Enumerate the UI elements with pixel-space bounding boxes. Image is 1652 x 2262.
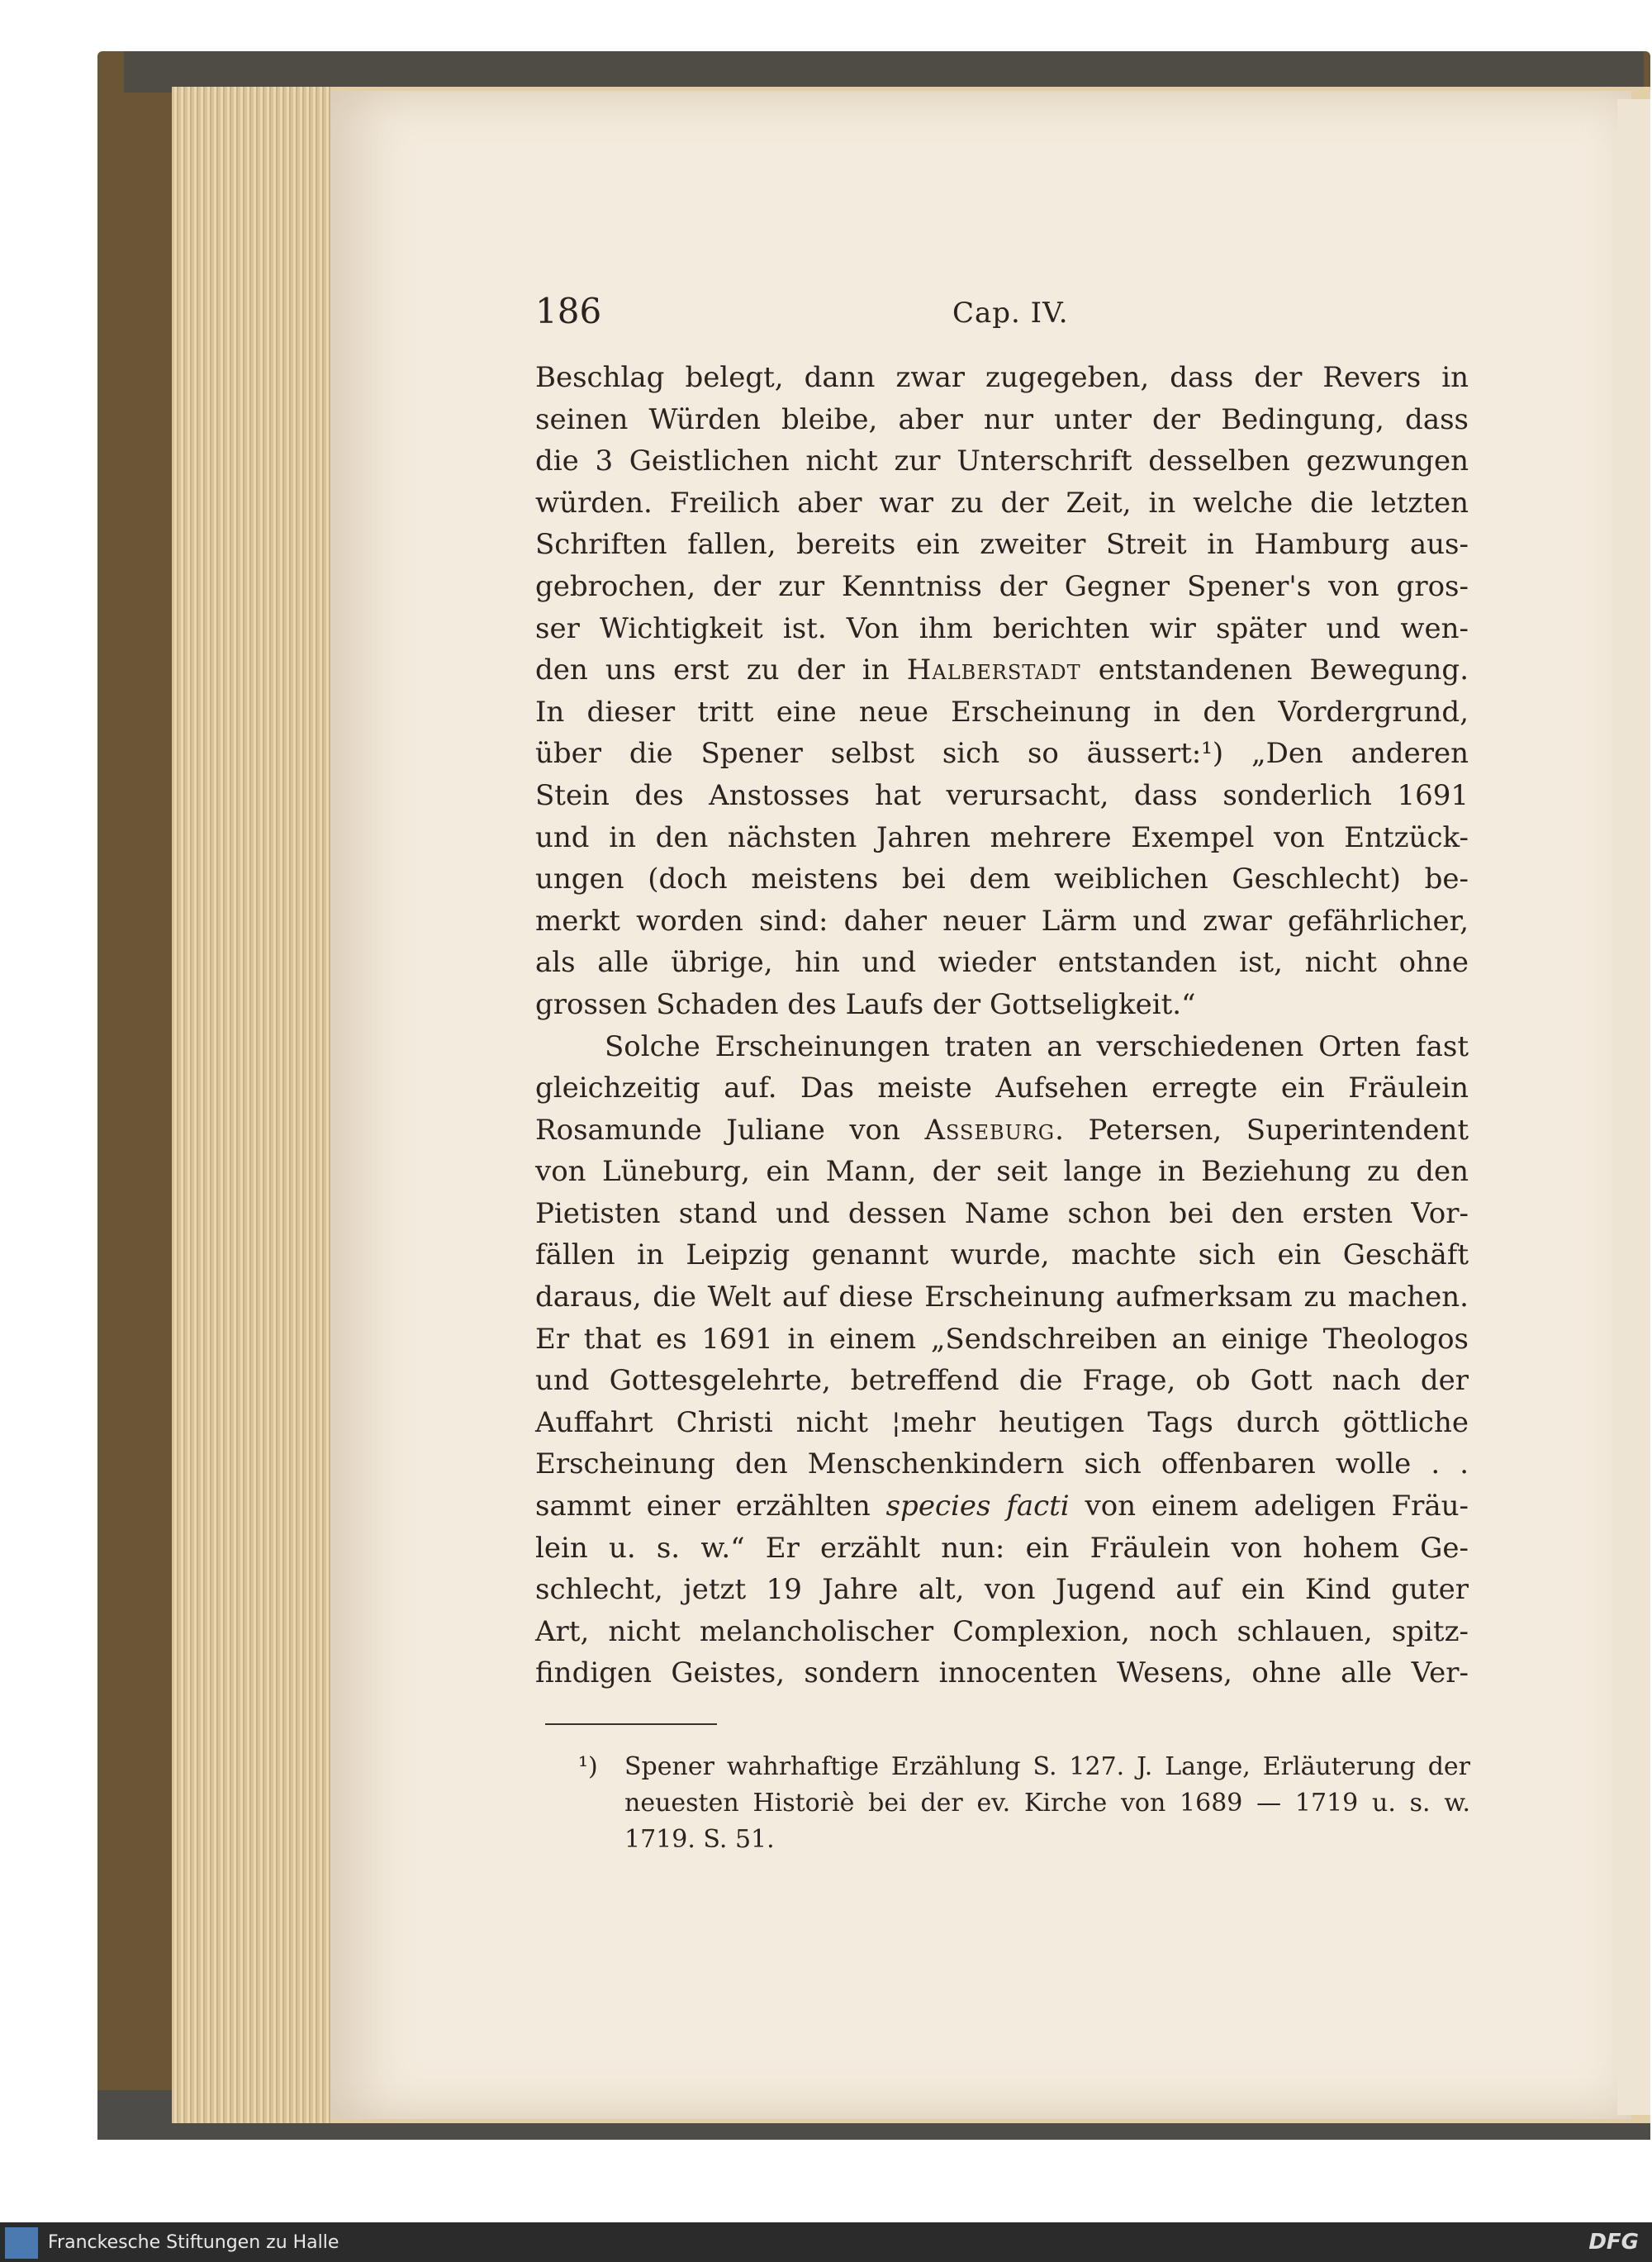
text-line: findigen Geistes, sondern innocenten Wesens, ohne alle Ver- [535, 1656, 1469, 1690]
text-line: gebrochen, der zur Kenntniss der Gegner Spener's von gros- [535, 569, 1469, 603]
text-segment: . Petersen, Superintendent [1055, 1113, 1469, 1147]
text-line: von Lüneburg, ein Mann, der seit lange in Beziehung zu den [535, 1155, 1469, 1189]
footnote-marker: ¹) [578, 1752, 598, 1781]
text-segment: sammt einer erzählten [535, 1490, 871, 1523]
body-text [535, 357, 1469, 1694]
text-line [535, 1110, 1469, 1152]
text-line: gleichzeitig auf. Das meiste Aufsehen erregte ein Fräulein [535, 1072, 1469, 1105]
page-edges [172, 87, 330, 2123]
text-line: Beschlag belegt, dann zwar zugegeben, dass der Revers in [535, 361, 1469, 394]
name-asseburg: Asseburg [924, 1113, 1056, 1147]
facing-page-edge [1617, 99, 1650, 2115]
institution-logo-icon [5, 2227, 38, 2259]
text-line: Stein des Anstosses hat verursacht, dass sonderlich 1691 [535, 778, 1469, 812]
page-number: 186 [535, 291, 602, 331]
text-line: ser Wichtigkeit ist. Von ihm berichten wir später und wen- [535, 611, 1469, 645]
text-line: Schriften fallen, bereits ein zweiter Streit in Hamburg aus- [535, 528, 1469, 562]
text-line: Erscheinung den Menschenkindern sich offenbaren wolle . . [535, 1447, 1469, 1481]
italic-species-facti: species facti [885, 1490, 1070, 1523]
footnote-line: 1719. S. 51. [624, 1825, 775, 1854]
text-line [535, 1485, 1469, 1528]
text-line: grossen Schaden des Laufs der Gottseligkeit.“ [535, 987, 1196, 1021]
text-segment: entstandenen Bewegung. [1098, 653, 1469, 687]
footnote-line: neuesten Historiè bei der ev. Kirche von 1689 — 1719 u. s. w. [624, 1789, 1470, 1818]
text-line: Art, nicht melancholischer Complexion, noch schlauen, spitz- [535, 1614, 1469, 1648]
text-line: Pietisten stand und dessen Name schon bei den ersten Vor- [535, 1196, 1469, 1230]
page-header [535, 291, 1469, 332]
text-line: Solche Erscheinungen traten an verschiedenen Orten fast [605, 1029, 1469, 1063]
dfg-logo: DFG [1588, 2230, 1639, 2255]
institution-name: Franckesche Stiftungen zu Halle [48, 2232, 339, 2253]
text-line: merkt worden sind: daher neuer Lärm und zwar gefährlicher, [535, 904, 1469, 938]
text-line: fällen in Leipzig genannt wurde, machte sich ein Geschäft [535, 1238, 1469, 1272]
text-line: lein u. s. w.“ Er erzählt nun: ein Fräulein von hohem Ge- [535, 1531, 1469, 1565]
text-line: die 3 Geistlichen nicht zur Unterschrift desselben gezwungen [535, 444, 1469, 478]
footnote-rule [545, 1723, 717, 1725]
text-line: ungen (doch meistens bei dem weiblichen Geschlecht) be- [535, 863, 1469, 896]
text-line: würden. Freilich aber war zu der Zeit, in welche die letzten [535, 486, 1469, 520]
running-head: Cap. IV. [952, 297, 1069, 330]
text-line: seinen Würden bleibe, aber nur unter der Bedingung, dass [535, 402, 1469, 436]
text-line: als alle übrige, hin und wieder entstanden ist, nicht ohne [535, 946, 1469, 980]
text-line: Er that es 1691 in einem „Sendschreiben an einige Theologos [535, 1322, 1469, 1356]
text-segment: Rosamunde Juliane von [535, 1113, 900, 1147]
text-line: In dieser tritt eine neue Erscheinung in den Vordergrund, [535, 695, 1469, 729]
text-line: und in den nächsten Jahren mehrere Exempel von Entzück- [535, 820, 1469, 854]
footnote-line: Spener wahrhaftige Erzählung S. 127. J. Lange, Erläuterung der [624, 1752, 1470, 1781]
text-line [535, 649, 1469, 691]
place-name-halberstadt: Halberstadt [906, 653, 1081, 687]
text-line: schlecht, jetzt 19 Jahre alt, von Jugend auf ein Kind guter [535, 1573, 1469, 1607]
text-line: und Gottesgelehrte, betreffend die Frage, ob Gott nach der [535, 1364, 1469, 1398]
text-segment: den uns erst zu der in [535, 653, 890, 687]
text-segment: von einem adeligen Fräu- [1085, 1490, 1469, 1523]
text-line: daraus, die Welt auf diese Erscheinung aufmerksam zu machen. [535, 1281, 1469, 1314]
text-line: über die Spener selbst sich so äussert:¹) „Den anderen [535, 737, 1469, 771]
text-line: Auffahrt Christi nicht ¦mehr heutigen Tags durch göttliche [535, 1405, 1469, 1439]
footnotes [578, 1749, 1470, 1858]
